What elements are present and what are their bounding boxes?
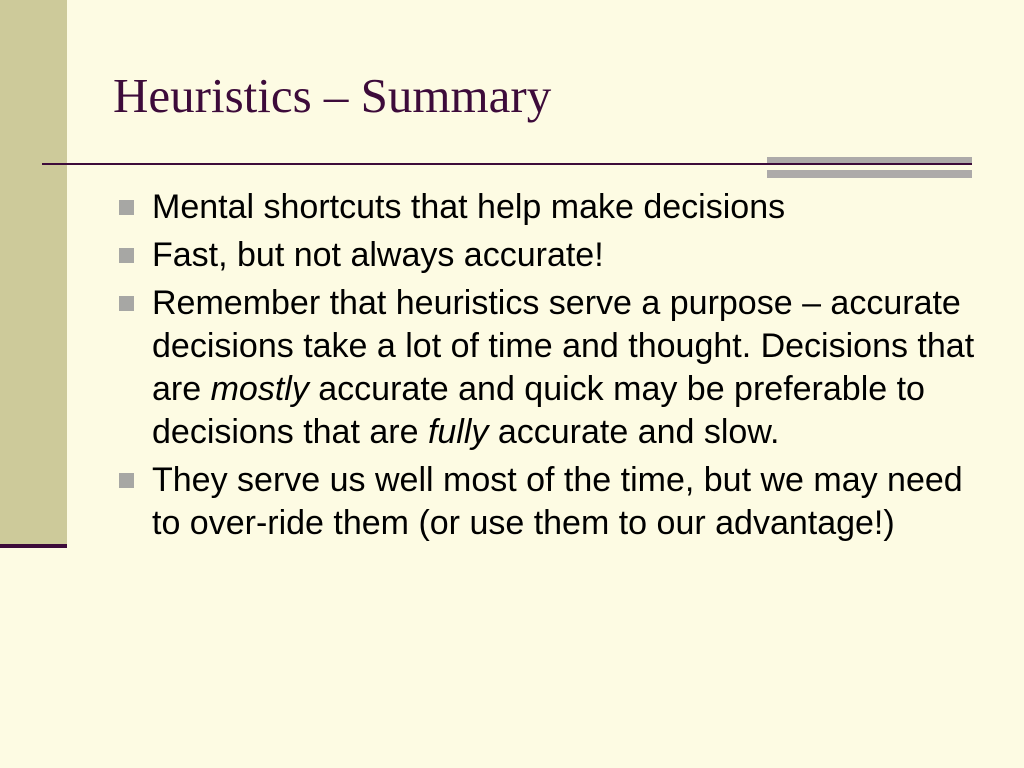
bullet-item-4 [116, 459, 976, 545]
bullet-text: Fast, but not always accurate! [152, 236, 604, 274]
square-bullet-icon [119, 248, 134, 263]
square-bullet-icon [119, 200, 134, 215]
bullet-text [152, 284, 974, 451]
bullet-text: They serve us well most of the time, but we may need to over-ride them (or use them to our advantage!) [152, 461, 963, 542]
emphasis-fully: fully [427, 413, 489, 451]
bullet-item-3 [116, 282, 976, 454]
bullet-text-part-1: Remember that heuristics serve a purpose – accurate decisions take a lot of time and thought. Decisions that are [152, 284, 975, 408]
emphasis-mostly: mostly [210, 370, 309, 408]
bullet-text: Mental shortcuts that help make decisions [152, 188, 786, 226]
bullet-list [116, 186, 976, 550]
side-band-decoration [0, 0, 67, 546]
bullet-item-2 [116, 234, 976, 277]
slide-title: Heuristics – Summary [113, 68, 552, 123]
square-bullet-icon [119, 296, 134, 311]
side-band-underline [0, 544, 67, 548]
title-rule [42, 163, 972, 165]
square-bullet-icon [119, 473, 134, 488]
bullet-text-part-2: accurate and quick may be preferable to decisions that are [152, 370, 925, 451]
bullet-text-part-3: accurate and slow. [488, 413, 780, 451]
bullet-item-1 [116, 186, 976, 229]
title-rule-accent-bottom [767, 170, 972, 178]
